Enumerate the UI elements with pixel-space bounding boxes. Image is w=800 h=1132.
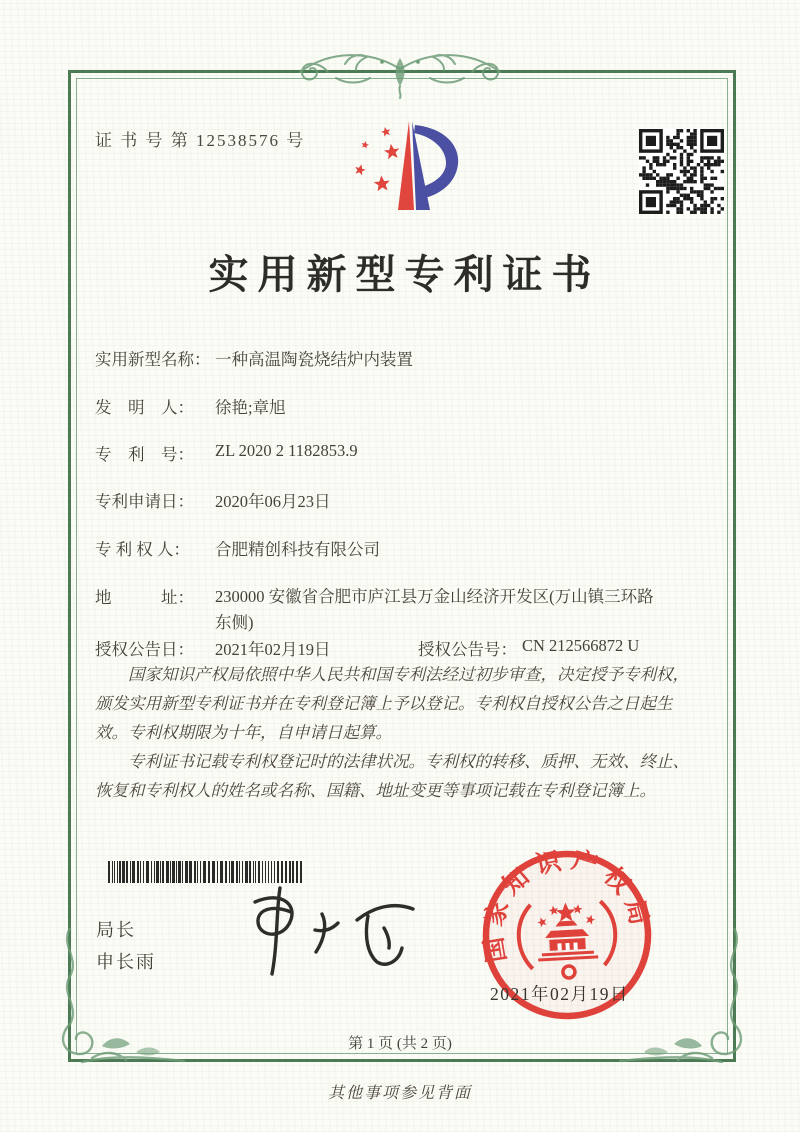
field-patentee-label: 专 利 权 人： bbox=[95, 540, 190, 559]
field-filing-date-label: 专利申请日： bbox=[95, 492, 194, 511]
legal-paragraph-2: 专利证书记载专利权登记时的法律状况。专利权的转移、质押、无效、终止、恢复和专利权人的姓名或名称、国籍、地址变更等事项记载在专利登记簿上。 bbox=[95, 752, 689, 800]
field-inventor-label: 发 明 人： bbox=[95, 398, 194, 417]
field-grant-date-label: 授权公告日： bbox=[95, 640, 194, 659]
certificate-number: 证 书 号 第 12538576 号 bbox=[95, 131, 306, 150]
field-filing-date-value: 2020年06月23日 bbox=[215, 492, 331, 511]
director-signature bbox=[225, 878, 430, 983]
field-name-label: 实用新型名称： bbox=[95, 350, 211, 369]
top-flourish-ornament bbox=[290, 42, 510, 100]
director-name: 申长雨 bbox=[96, 952, 156, 972]
field-patentee-value: 合肥精创科技有限公司 bbox=[215, 540, 380, 559]
footer-note: 其他事项参见背面 bbox=[327, 1085, 472, 1102]
page-indicator: 第 1 页 (共 2 页) bbox=[348, 1036, 452, 1052]
field-grant-no-value: CN 212566872 U bbox=[522, 636, 640, 655]
field-patent-no-label: 专 利 号： bbox=[95, 445, 194, 464]
legal-text-block bbox=[95, 660, 697, 805]
certificate-title: 实用新型专利证书 bbox=[208, 252, 601, 297]
director-role-label: 局长 bbox=[96, 920, 136, 940]
field-grant-date-value: 2021年02月19日 bbox=[215, 640, 331, 659]
seal-text: 国家知识产权局 bbox=[479, 846, 655, 965]
cnipa-logo-icon bbox=[346, 118, 468, 218]
field-inventor-value: 徐艳;章旭 bbox=[215, 398, 286, 417]
field-grant-no-label: 授权公告号： bbox=[418, 640, 517, 659]
field-address-value: 230000 安徽省合肥市庐江县万金山经济开发区(万山镇三环路东侧) bbox=[215, 587, 654, 632]
qr-code bbox=[639, 129, 724, 214]
field-name-value: 一种高温陶瓷烧结炉内装置 bbox=[215, 350, 413, 369]
legal-paragraph-1: 国家知识产权局依照中华人民共和国专利法经过初步审查，决定授予专利权，颁发实用新型专利证书并在专利登记簿上予以登记。专利权自授权公告之日起生效。专利权期限为十年，自申请日起算。 bbox=[95, 665, 689, 742]
seal-date: 2021年02月19日 bbox=[490, 984, 629, 1004]
field-patent-no-value: ZL 2020 2 1182853.9 bbox=[215, 441, 358, 460]
field-address-label: 地 址： bbox=[95, 588, 194, 607]
